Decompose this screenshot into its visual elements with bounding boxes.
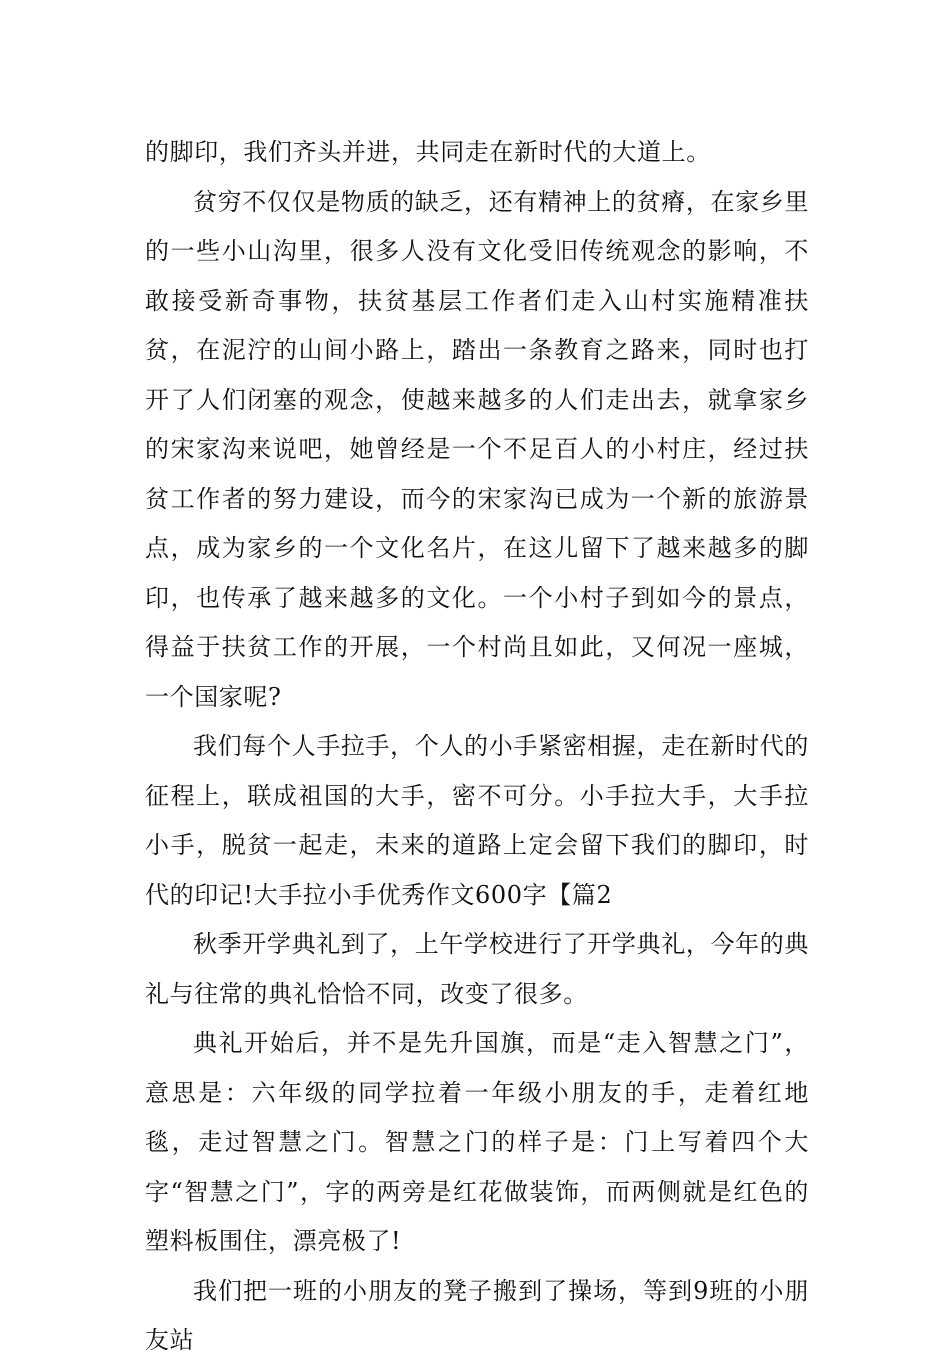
- paragraph-3: 我们每个人手拉手，个人的小手紧密相握，走在新时代的征程上，联成祖国的大手，密不可分。小手拉大手，大手拉小手，脱贫一起走，未来的道路上定会留下我们的脚印，时代的印记!大手拉小手优秀作文600字【篇2: [145, 732, 809, 909]
- paragraph-4: 秋季开学典礼到了，上午学校进行了开学典礼，今年的典礼与往常的典礼恰恰不同，改变了很多。: [145, 930, 809, 1008]
- paragraph-1: 的脚印，我们齐头并进，共同走在新时代的大道上。: [145, 138, 711, 166]
- paragraph-6: 我们把一班的小朋友的凳子搬到了操场，等到9班的小朋友站: [145, 1276, 809, 1354]
- body-text: [145, 128, 809, 1366]
- paragraph-5: 典礼开始后，并不是先升国旗，而是“走入智慧之门”，意思是：六年级的同学拉着一年级小朋友的手，走着红地毯，走过智慧之门。智慧之门的样子是：门上写着四个大字“智慧之门”，字的两旁是红花做装饰，而两侧就是红色的塑料板围住，漂亮极了!: [145, 1029, 809, 1255]
- paragraph-2: 贫穷不仅仅是物质的缺乏，还有精神上的贫瘠，在家乡里的一些小山沟里，很多人没有文化受旧传统观念的影响，不敢接受新奇事物，扶贫基层工作者们走入山村实施精准扶贫，在泥泞的山间小路上，踏出一条教育之路来，同时也打开了人们闭塞的观念，使越来越多的人们走出去，就拿家乡的宋家沟来说吧，她曾经是一个不足百人的小村庄，经过扶贫工作者的努力建设，而今的宋家沟已成为一个新的旅游景点，成为家乡的一个文化名片，在这儿留下了越来越多的脚印，也传承了越来越多的文化。一个小村子到如今的景点，得益于扶贫工作的开展，一个村尚且如此，又何况一座城，一个国家呢?: [145, 187, 809, 711]
